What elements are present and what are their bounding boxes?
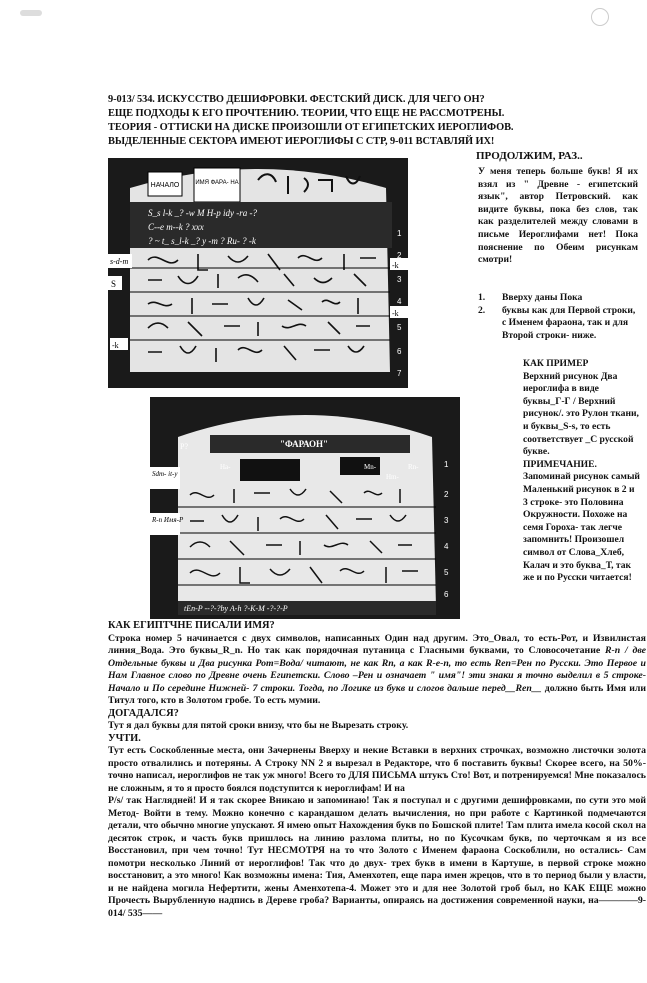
p-label: P? <box>180 442 188 451</box>
row3-letters: ? ~ t_ s_l-k _? y -m ? Ru- ? -k <box>148 236 256 246</box>
main-text <box>108 620 646 920</box>
header-line: ВЫДЕЛЕННЫЕ СЕКТОРА ИМЕЮТ ИЕРОГЛИФЫ С СТР, 9-011 ВСТАВЛЯЙ ИХ! <box>108 136 495 147</box>
right-column-list <box>478 292 638 342</box>
paragraph-text: Строка номер 5 начинается с двух символов, написанных Один над другим. Это_Овал, то есть-Рот, и Извилистая линия_Вода. Это буквы_R_n. Но так как порядочная путаница с Гласными буквами, то Словосочетание <box>108 632 646 656</box>
scan-mark-left <box>20 10 42 16</box>
row-number: 3 <box>397 275 402 284</box>
rn2-label: Rn- <box>408 463 419 471</box>
header-line: ЕЩЕ ПОДХОДЫ К ЕГО ПРОЧТЕНИЮ. ТЕОРИИ, ЧТО ЕЩЕ НЕ РАССМОТРЕНЫ. <box>108 108 505 119</box>
section-heading: ДОГАДАЛСЯ? <box>108 707 179 719</box>
row-number: 5 <box>444 568 449 577</box>
row-number: 2 <box>444 490 449 499</box>
bottom-letters: tEn-P --?-?by A-h ?-K-M -?-?-P <box>184 604 288 613</box>
paragraph: P/s/ так Наглядней! И я так скорее Вникаю и запоминаю! Так я поступал и с другими дешифровками, по сути это мой Метод- Войти в тему. Можно конечно с карандашом делать вычисления, но при работе с Картинкой подмечаются детали, что обычно многие упускают. Я имею опыт Нахождения букв по Бошской плите! Там плита имела косой скол на десяток строк, и часть букв пришлось на линию разлома плиты, но по Кусочкам букв, по черточкам я из все Восстановил, при чем точно! Тут НЕСМОТРЯ на то что Золото с Именем фараона Соскоблили, но остались- Сам помотри несколько Линий от иероглифов! Так что до двух- трех букв в имени в Картуше, в первой строке можно восстановит, а это много! Как возможны имена: Тия, Аменхотеп, еще пара имен жрецов, что в то период были у власти, и не найдена могила Нефертити, жены Аменхотепа-4. Может это и для нее Золотой гроб был, но КАК ЕЩЕ можно Прочесть Вырубленную надпись в Дереве гроба? Варианты, опираясь на достижения современной науки, на————9-014/ 535—— <box>108 795 646 919</box>
scan-mark <box>591 8 609 26</box>
k-label-right-2: -k <box>392 309 399 318</box>
row1-letters: S_s l-k _? -w M H-p idy -ra -? <box>148 208 257 218</box>
cartouche-label: ИМЯ ФАРА- НА <box>195 180 239 186</box>
k-label-right: -k <box>392 261 399 270</box>
row-number: 7 <box>397 369 402 378</box>
hieroglyph-figure-top <box>108 158 408 388</box>
note-text: Запоминай рисунок самый Маленький рисунок в 2 и 3 строке- это Половина Окружности. Похоже на семя Гороха- так легче запомнить! Произошел символ от Слова_Хлеб, Калач и это буква_Т, так же и по Русски читается! <box>523 471 640 584</box>
pharaoh-label: "ФАРАОН" <box>280 439 329 449</box>
rn-label: R-n Имя-P <box>152 516 184 524</box>
header <box>108 93 608 149</box>
list-text: буквы как для Первой строки, с Именем фараона, так и для Второй строки- ниже. <box>502 304 636 341</box>
italic-text: R-n / две Отдельные буквы и Два рисунка Рот=Вода/ читают, не как Rn, а как R-e-n, то есть Ren=Рен по Русски. Это Первое и Нам Главное слово по Древне очень Египетски. Слово –Рен и означает " имя"! эти знаки я точно выделил в 5 строке- Начало и По середине Нижней- 7 строки. Тогда, по Логике из букв и слогов дальше перед__Ren__ <box>108 645 646 694</box>
row-number: 3 <box>444 516 449 525</box>
note-title: ПРИМЕЧАНИЕ. <box>523 458 597 470</box>
example-text: Верхний рисунок Два иероглифа в виде буквы_Г-Г / Верхний рисунок/. это Рулон ткани, и буквы_S-s, то есть соответствует _С русской букве. <box>523 370 639 458</box>
list-number: 2. <box>478 304 486 316</box>
sdm-label: Sdm- it-y <box>152 470 178 478</box>
header-line: 9-013/ 534. ИСКУССТВО ДЕШИФРОВКИ. ФЕСТСКИЙ ДИСК. ДЛЯ ЧЕГО ОН? <box>108 94 485 105</box>
row2-letters: C--e m--k ? xxx <box>148 222 204 232</box>
list-item <box>478 305 638 343</box>
k-label: -k <box>112 341 119 350</box>
row-number: 6 <box>444 590 449 599</box>
row-number: 5 <box>397 323 402 332</box>
right-column-paragraph: У меня теперь больше букв! Я их взял из " Древне - египетский язык", автор Петровский. как видите буквы, пока без слов, так как разделителей между словами в письме Иероглифами нет! Пока пояснение по Обеим рисункам смотри! <box>478 166 638 266</box>
row-number: 6 <box>397 347 402 356</box>
row-number: 4 <box>397 297 402 306</box>
section-heading: УЧТИ. <box>108 732 141 744</box>
example-title: КАК ПРИМЕР <box>523 358 589 369</box>
header-line: ТЕОРИЯ - ОТТИСКИ НА ДИСКЕ ПРОИЗОШЛИ ОТ ЕГИПЕТСКИХ ИЕРОГЛИФОВ. <box>108 122 514 133</box>
row-number: 2 <box>397 251 402 260</box>
ha-label: Ha- <box>220 463 231 471</box>
start-label: НАЧАЛО <box>150 182 180 189</box>
right-column-title: ПРОДОЛЖИМ, РАЗ.. <box>476 150 583 162</box>
paragraph: Тут есть Соскобленные места, они Зачернены Вверху и некие Вставки в верхних строчках, возможно листочки золота просто отвалились и потеряны. А Строку NN 2 я вырезал в Редакторе, что б поставить буквы! Скорее всего, на 50%- точно написал, иероглифов не так уж много! Всего то ДЛЯ ПИСЬМА штукъ Сто! Вот, и потренируемся! Мне показалось не сложным, я то я просто боялся подступится к иероглифам! И на <box>108 745 646 794</box>
row-number: 4 <box>444 542 449 551</box>
paragraph-text: должно быть Имя или Титул того, кто в Золотом гробе. То есть мумии. <box>108 682 646 706</box>
list-number: 1. <box>478 292 486 303</box>
s-label: S <box>111 279 117 289</box>
row-number: 1 <box>444 460 449 469</box>
list-text: Вверху даны Пока <box>502 292 583 303</box>
hm-label: Hm- <box>386 473 399 481</box>
paragraph: Тут я дал буквы для пятой сроки внизу, что бы не Вырезать строку. <box>108 720 409 731</box>
section-heading: КАК ЕГИПТЧНЕ ПИСАЛИ ИМЯ? <box>108 620 275 631</box>
hieroglyph-figure-bottom <box>150 397 460 619</box>
sdm-label: s-d-m <box>110 257 129 266</box>
paragraph <box>108 633 646 708</box>
row-number: 1 <box>397 229 402 238</box>
list-item <box>478 292 638 305</box>
mn-label: Mn- <box>364 463 377 471</box>
right-column-notes <box>523 358 641 585</box>
